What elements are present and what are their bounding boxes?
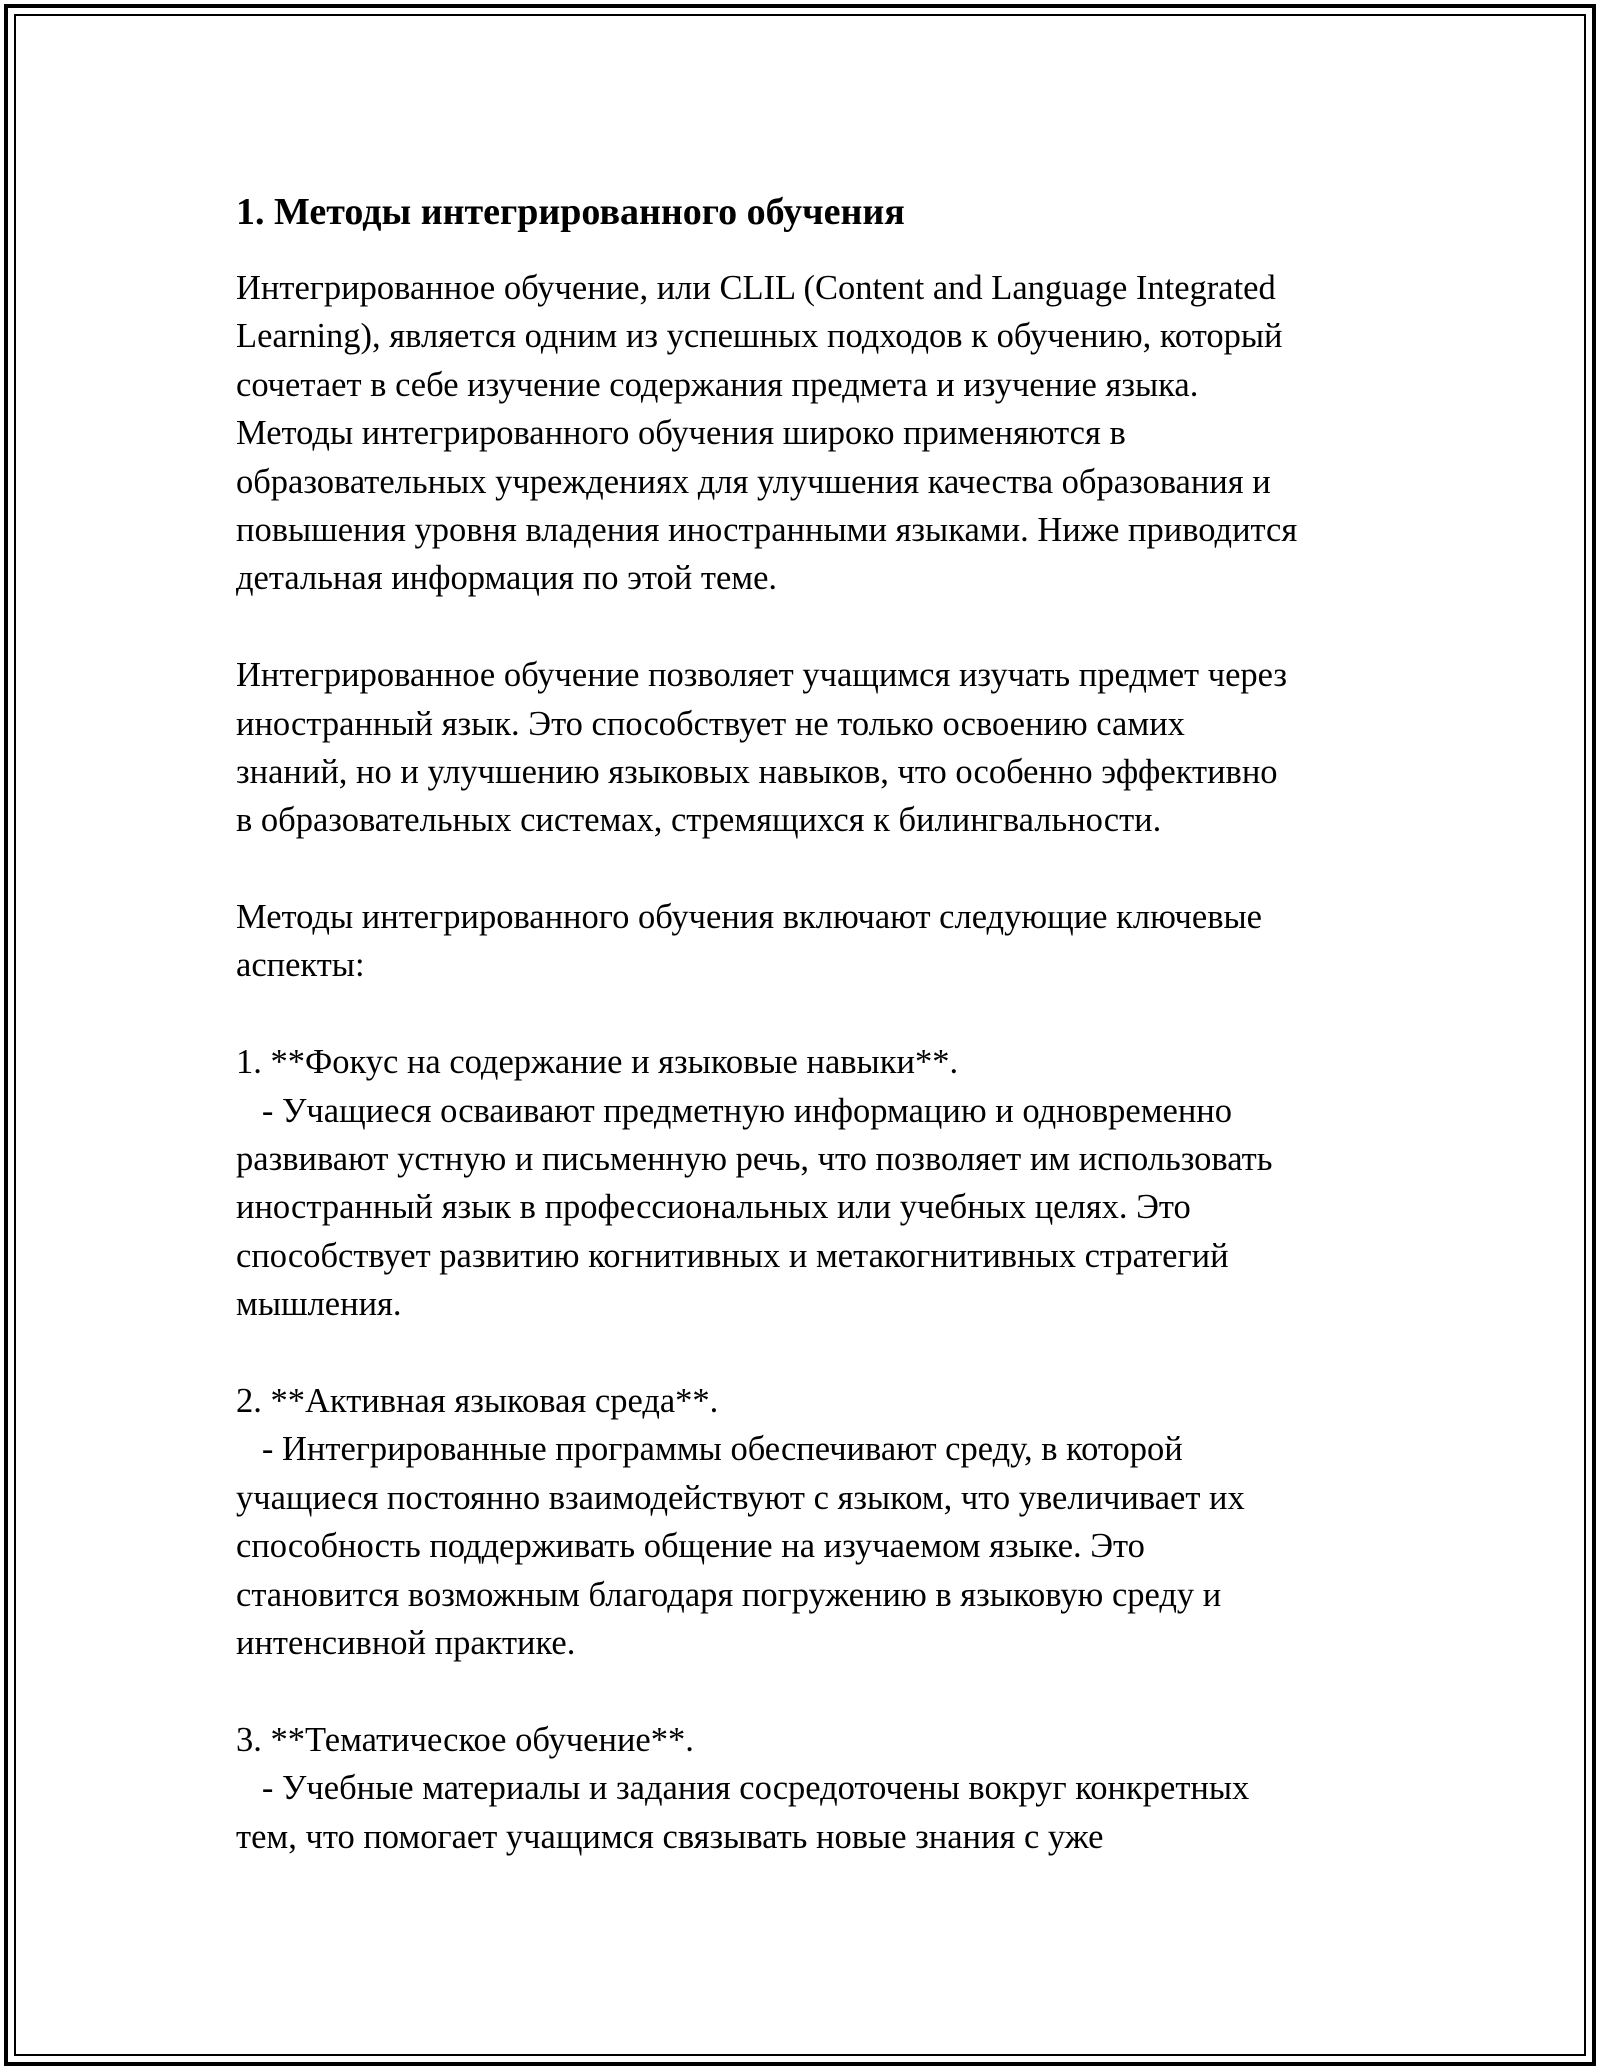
text-line: иностранный язык в профессиональных или учебных целях. Это — [236, 1188, 1191, 1227]
text-line: учащиеся постоянно взаимодействуют с языком, что увеличивает их — [236, 1478, 1245, 1517]
text-line: мышления. — [236, 1285, 402, 1324]
text-line: 2. **Активная языковая среда**. — [236, 1381, 719, 1420]
blank-line — [236, 845, 1376, 893]
text-line: способствует развитию когнитивных и метакогнитивных стратегий — [236, 1236, 1229, 1275]
paragraph-lines — [236, 264, 1376, 1861]
text-line: иностранный язык. Это способствует не только освоению самих — [236, 704, 1185, 743]
text-line: 3. **Тематическое обучение**. — [236, 1720, 694, 1759]
blank-line — [236, 990, 1376, 1038]
text-line: Методы интегрированного обучения включают следующие ключевые — [236, 898, 1262, 937]
text-line: - Учащиеся осваивают предметную информацию и одновременно — [236, 1091, 1233, 1130]
text-line: детальная информация по этой теме. — [236, 559, 778, 598]
section-heading: 1. Методы интегрированного обучения — [236, 191, 905, 233]
text-line: развивают устную и письменную речь, что позволяет им использовать — [236, 1140, 1273, 1179]
text-line: аспекты: — [236, 946, 365, 985]
text-line: - Интегрированные программы обеспечивают среду, в которой — [236, 1430, 1183, 1469]
text-line: повышения уровня владения иностранными языками. Ниже приводится — [236, 510, 1298, 549]
blank-line — [236, 603, 1376, 651]
blank-line — [236, 1667, 1376, 1715]
text-line: интенсивной практике. — [236, 1623, 576, 1662]
text-line: тем, что помогает учащимся связывать новые знания с уже — [236, 1817, 1104, 1856]
text-line: Learning), является одним из успешных подходов к обучению, который — [236, 317, 1283, 356]
text-line: способность поддерживать общение на изучаемом языке. Это — [236, 1527, 1145, 1566]
text-line: становится возможным благодаря погружению в языковую среду и — [236, 1575, 1222, 1614]
blank-line — [236, 1329, 1376, 1377]
text-line: образовательных учреждениях для улучшения качества образования и — [236, 462, 1271, 501]
text-line: Методы интегрированного обучения широко применяются в — [236, 414, 1126, 453]
text-line: 1. **Фокус на содержание и языковые навыки**. — [236, 1043, 959, 1082]
document-body — [236, 188, 1376, 1861]
text-line: в образовательных системах, стремящихся к билингвальности. — [236, 801, 1162, 840]
text-line: - Учебные материалы и задания сосредоточены вокруг конкретных — [236, 1769, 1250, 1808]
text-line: Интегрированное обучение, или CLIL (Content and Language Integrated — [236, 269, 1276, 307]
text-line: знаний, но и улучшению языковых навыков, что особенно эффективно — [236, 752, 1278, 791]
text-line: сочетает в себе изучение содержания предмета и изучение языка. — [236, 365, 1199, 404]
text-line: Интегрированное обучение позволяет учащимся изучать предмет через — [236, 656, 1288, 695]
